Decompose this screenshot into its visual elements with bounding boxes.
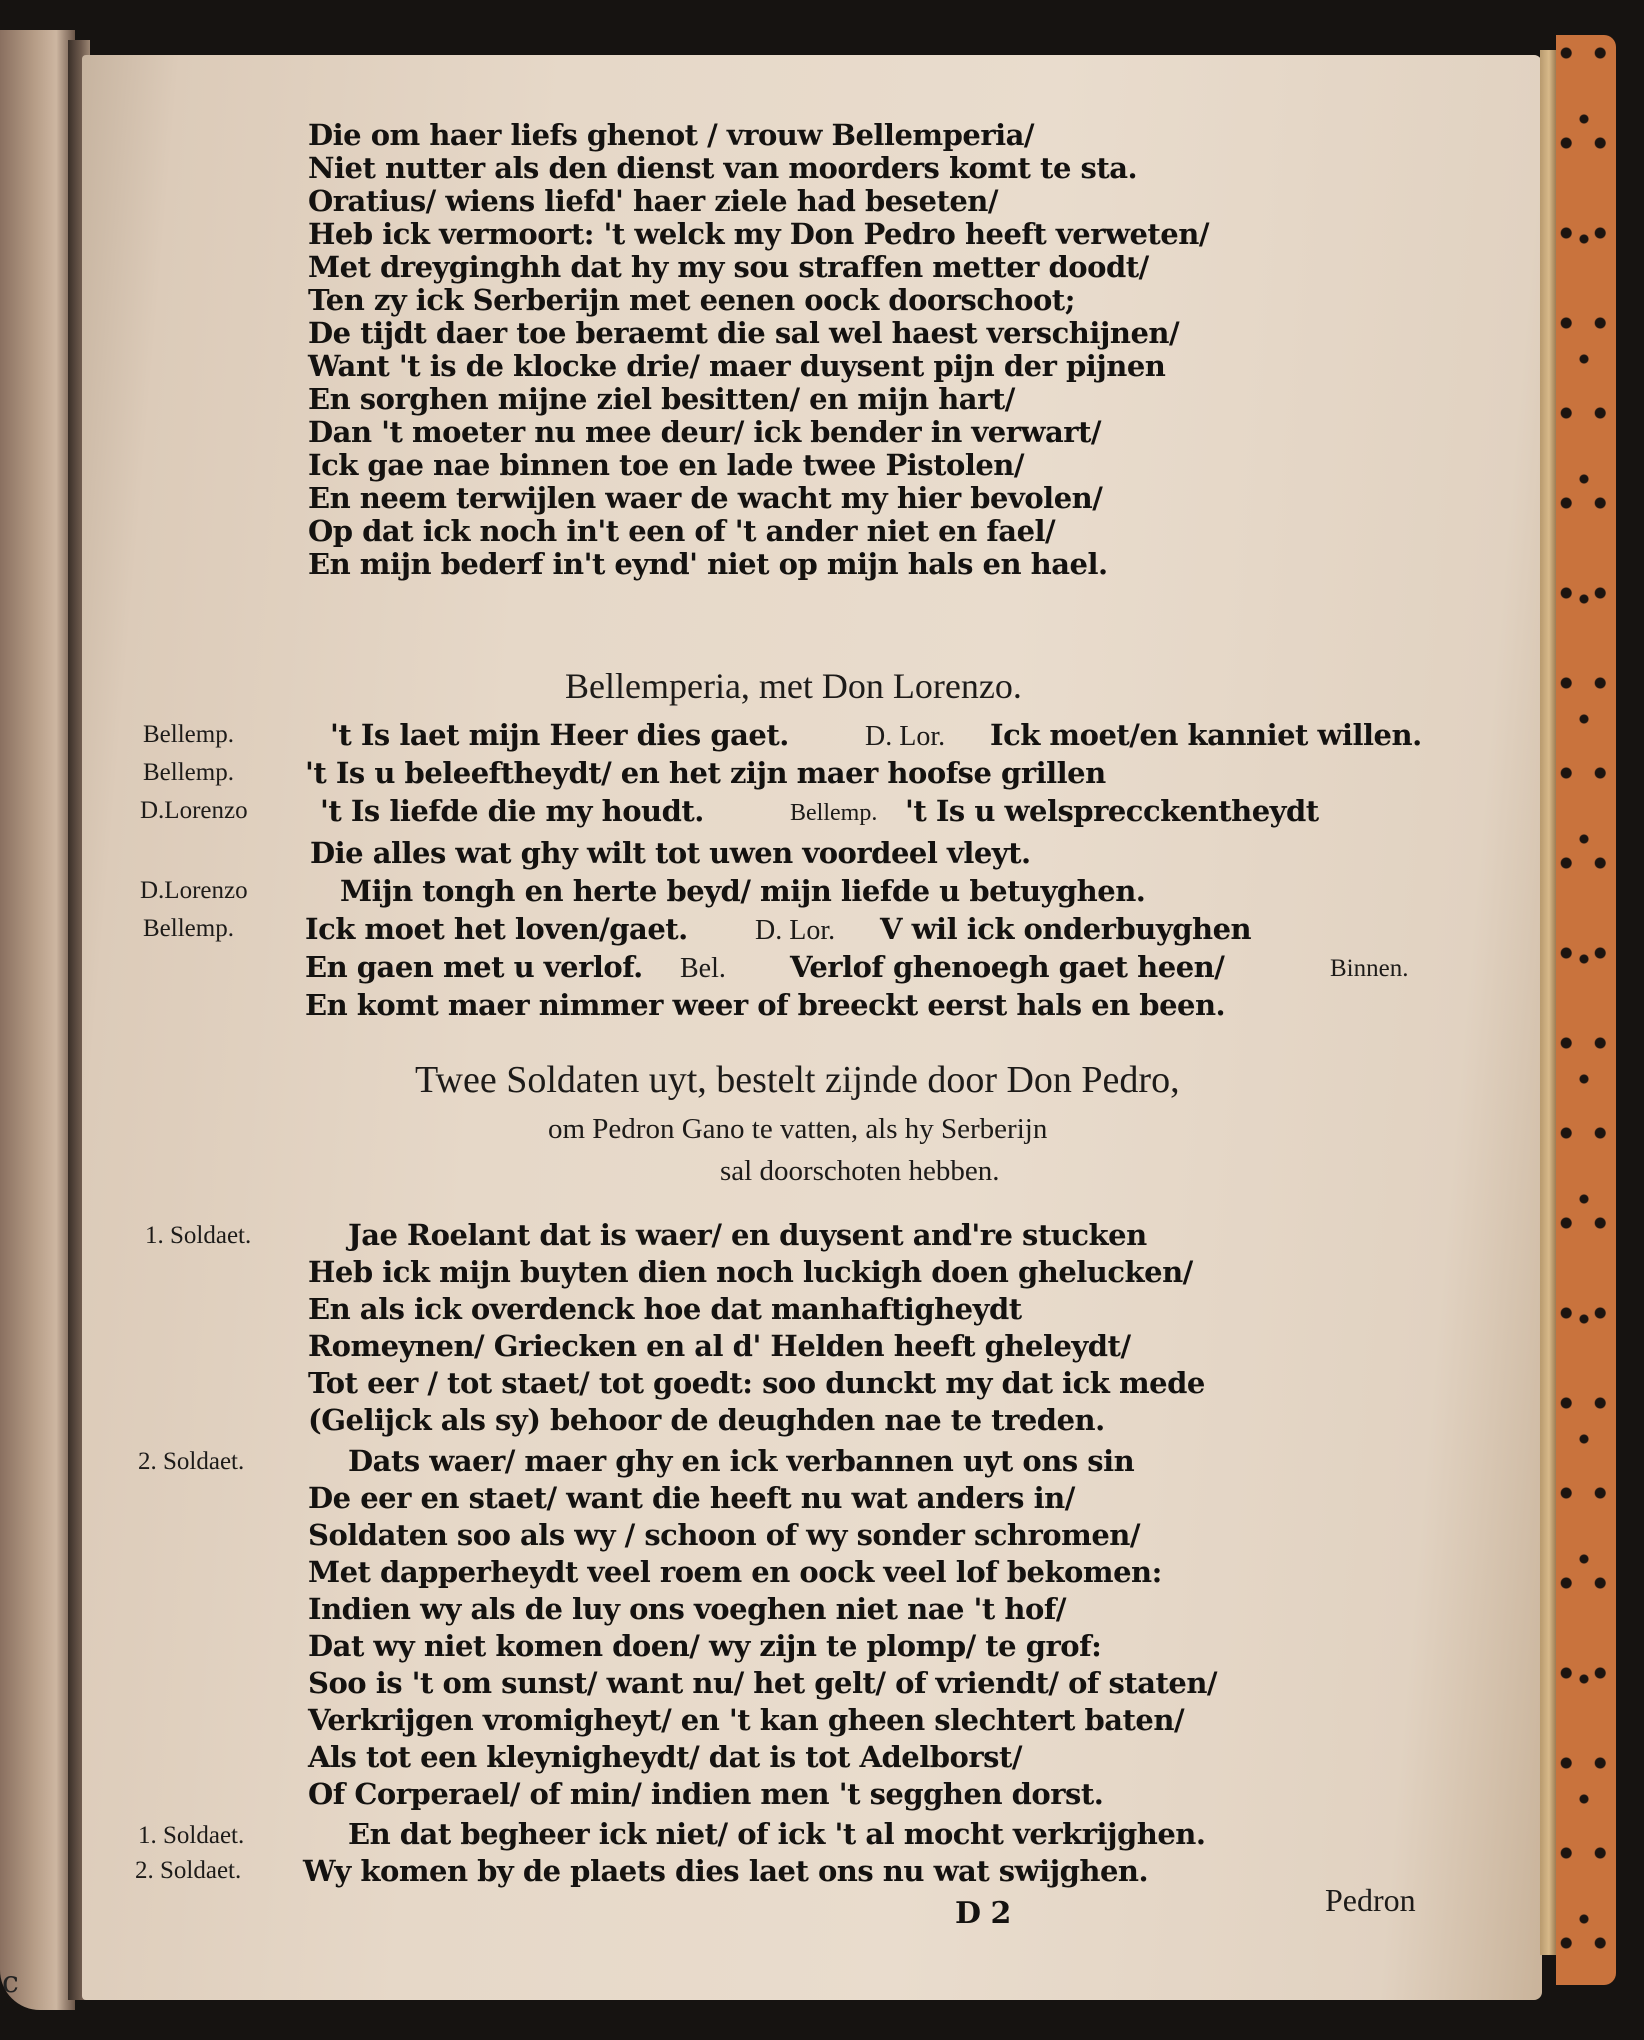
scene-heading-line: sal doorschoten hebben. [720, 1155, 1000, 1187]
speaker-label: 2. Soldaet. [138, 1448, 245, 1475]
verse-line: Heb ick vermoort: 't welck my Don Pedro heeft verweten/ [308, 217, 1209, 251]
verse-line: Met dreyginghh dat hy my sou straffen metter doodt/ [308, 250, 1149, 284]
dialogue-line: Als tot een kleynigheydt/ dat is tot Adelborst/ [308, 1740, 1022, 1774]
dialogue-line: 't Is u beleeftheydt/ en het zijn maer hoofse grillen [305, 756, 1106, 790]
dialogue-line: 't Is liefde die my houdt. [320, 794, 704, 828]
speaker-label: Bellemp. [143, 721, 234, 748]
dialogue-line: Verkrijgen vromigheyt/ en 't kan gheen slechtert baten/ [308, 1703, 1185, 1737]
verse-line: Oratius/ wiens liefd' haer ziele had beseten/ [308, 184, 998, 218]
scene-heading: Bellemperia, met Don Lorenzo. [565, 666, 1022, 706]
inline-speaker: Bel. [680, 953, 726, 984]
dialogue-line: Dats waer/ maer ghy en ick verbannen uyt ons sin [348, 1444, 1135, 1478]
dialogue-line: Ick moet/en kanniet willen. [990, 718, 1422, 752]
dialogue-line: Jae Roelant dat is waer/ en duysent and're stucken [348, 1218, 1147, 1252]
speaker-label: Bellemp. [143, 759, 234, 786]
dialogue-line: 't Is u welsprecckentheydt [905, 794, 1319, 828]
verse-line: Op dat ick noch in't een of 't ander niet en fael/ [308, 514, 1056, 548]
dialogue-line: En gaen met u verlof. [305, 950, 643, 984]
dialogue-line: (Gelijck als sy) behoor de deughden nae te treden. [308, 1403, 1105, 1437]
dialogue-line: 't Is laet mijn Heer dies gaet. [330, 718, 789, 752]
speaker-label: 1. Soldaet. [145, 1222, 252, 1249]
left-page-letter: c [2, 1965, 19, 2000]
scene-heading-line: om Pedron Gano te vatten, als hy Serberijn [548, 1113, 1048, 1145]
dialogue-line: Met dapperheydt veel roem en oock veel lof bekomen: [308, 1555, 1162, 1589]
dialogue-line: Soo is 't om sunst/ want nu/ het gelt/ of vriendt/ of staten/ [308, 1666, 1218, 1700]
speaker-label: D.Lorenzo [140, 877, 248, 904]
speaker-label: 2. Soldaet. [135, 1857, 242, 1884]
verse-line: De tijdt daer toe beraemt die sal wel haest verschijnen/ [308, 316, 1180, 350]
verse-line: Ten zy ick Serberijn met eenen oock doorschoot; [308, 283, 1075, 317]
dialogue-line: Heb ick mijn buyten dien noch luckigh doen ghelucken/ [308, 1255, 1193, 1289]
verse-line: Want 't is de klocke drie/ maer duysent pijn der pijnen [308, 349, 1166, 383]
verse-line: Dan 't moeter nu mee deur/ ick bender in verwart/ [308, 415, 1101, 449]
dialogue-line: Indien wy als de luy ons voeghen niet nae 't hof/ [308, 1592, 1066, 1626]
dialogue-line: Ick moet het loven/gaet. [305, 912, 688, 946]
inline-speaker: Bellemp. [790, 800, 878, 826]
speaker-label: Bellemp. [143, 915, 234, 942]
verse-line: En mijn bederf in't eynd' niet op mijn hals en hael. [308, 547, 1108, 581]
dialogue-line: Soldaten soo als wy / schoon of wy sonder schromen/ [308, 1518, 1140, 1552]
dialogue-line: En als ick overdenck hoe dat manhaftigheydt [308, 1292, 1022, 1326]
speaker-label: 1. Soldaet. [138, 1822, 245, 1849]
verse-line: Niet nutter als den dienst van moorders komt te sta. [308, 151, 1138, 185]
dialogue-line: V wil ick onderbuyghen [880, 912, 1252, 946]
verse-line: Ick gae nae binnen toe en lade twee Pistolen/ [308, 448, 1024, 482]
inline-speaker: D. Lor. [865, 721, 946, 752]
dialogue-line: Wy komen by de plaets dies laet ons nu wat swijghen. [303, 1854, 1149, 1888]
stage-direction: Binnen. [1330, 955, 1409, 982]
speaker-label: D.Lorenzo [140, 797, 248, 824]
dialogue-line: Dat wy niet komen doen/ wy zijn te plomp/ te grof: [308, 1629, 1102, 1663]
dialogue-line: Romeynen/ Griecken en al d' Helden heeft gheleydt/ [308, 1329, 1131, 1363]
dialogue-line: Tot eer / tot staet/ tot goedt: soo dunckt my dat ick mede [308, 1366, 1205, 1400]
dialogue-line: Of Corperael/ of min/ indien men 't segghen dorst. [308, 1777, 1104, 1811]
dialogue-line: En dat begheer ick niet/ of ick 't al mocht verkrijghen. [348, 1817, 1206, 1851]
verse-line: En neem terwijlen waer de wacht my hier bevolen/ [308, 481, 1103, 515]
signature-mark: D 2 [955, 1896, 1011, 1931]
dialogue-line: Verlof ghenoegh gaet heen/ [790, 950, 1225, 984]
dialogue-line: Die alles wat ghy wilt tot uwen voordeel vleyt. [310, 836, 1031, 870]
inline-speaker: D. Lor. [755, 915, 836, 946]
catchword: Pedron [1325, 1882, 1416, 1918]
verse-line: Die om haer liefs ghenot / vrouw Bellemperia/ [308, 118, 1034, 152]
dialogue-line: Mijn tongh en herte beyd/ mijn liefde u betuyghen. [340, 874, 1146, 908]
dialogue-line: En komt maer nimmer weer of breeckt eerst hals en been. [305, 988, 1226, 1022]
dialogue-line: De eer en staet/ want die heeft nu wat anders in/ [308, 1481, 1075, 1515]
verse-line: En sorghen mijne ziel besitten/ en mijn hart/ [308, 382, 1015, 416]
scene-heading-line: Twee Soldaten uyt, bestelt zijnde door Don Pedro, [415, 1059, 1180, 1101]
